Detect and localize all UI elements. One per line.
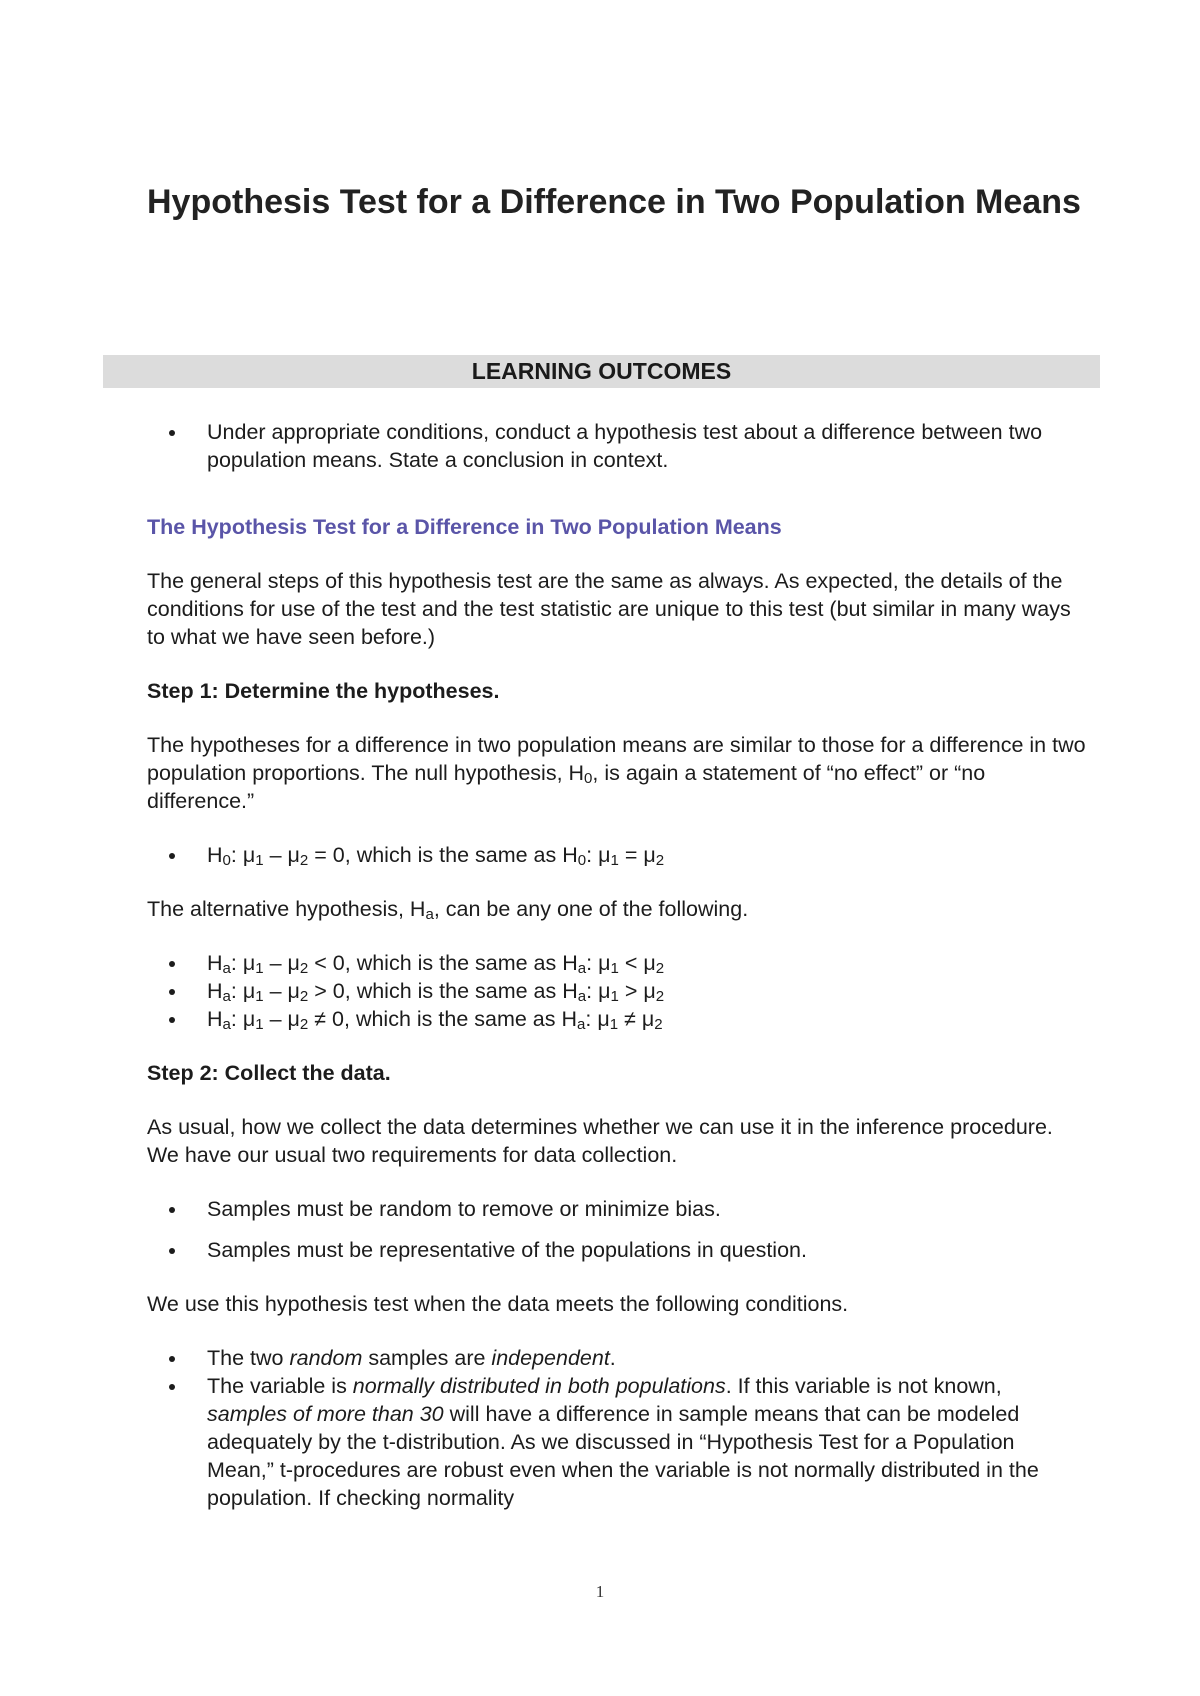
step-1-paragraph: The hypotheses for a difference in two population means are similar to those for a difference in two population proportions. The null hypothesis, H0, is again a statement of “no effect” or “no difference.” <box>147 733 1086 813</box>
alternative-hypothesis: Ha: μ1 – μ2 < 0, which is the same as Ha: μ1 < μ2 <box>147 949 1087 977</box>
condition-normality: The variable is normally distributed in both populations. If this variable is not known, samples of more than 30 will have a difference in sample means that can be modeled adequately by the t-distribution. As we discussed in “Hypothesis Test for a Population Mean,” t-procedures are robust even when the variable is not normally distributed in the population. If checking normality <box>147 1372 1087 1512</box>
condition-independent: The two random samples are independent. <box>147 1344 1087 1372</box>
null-hypothesis-list <box>147 841 1087 869</box>
alternative-hypothesis: Ha: μ1 – μ2 ≠ 0, which is the same as Ha: μ1 ≠ μ2 <box>147 1005 1087 1033</box>
step-2-heading: Step 2: Collect the data. <box>147 1061 391 1085</box>
alternative-intro: The alternative hypothesis, Ha, can be any one of the following. <box>147 897 749 923</box>
alternative-hypothesis: Ha: μ1 – μ2 > 0, which is the same as Ha: μ1 > μ2 <box>147 977 1087 1005</box>
document-body <box>147 418 1087 1512</box>
requirements-list <box>147 1195 1087 1264</box>
section-heading: The Hypothesis Test for a Difference in Two Population Means <box>147 515 782 539</box>
learning-outcomes-heading: LEARNING OUTCOMES <box>103 355 1100 388</box>
page-number: 1 <box>595 1582 605 1601</box>
learning-outcomes-list <box>147 418 1087 474</box>
list-item: Under appropriate conditions, conduct a hypothesis test about a difference between two population means. State a conclusion in context. <box>147 418 1087 474</box>
step-2-paragraph: As usual, how we collect the data determines whether we can use it in the inference procedure. We have our usual two requirements for data collection. <box>147 1115 1053 1167</box>
list-item: Samples must be random to remove or minimize bias. <box>147 1195 1087 1223</box>
conditions-list <box>147 1344 1087 1512</box>
conditions-intro: We use this hypothesis test when the data meets the following conditions. <box>147 1292 849 1316</box>
intro-paragraph: The general steps of this hypothesis test are the same as always. As expected, the details of the conditions for use of the test and the test statistic are unique to this test (but similar in many ways to what we have seen before.) <box>147 569 1071 649</box>
page-title: Hypothesis Test for a Difference in Two Population Means <box>147 183 1081 221</box>
list-item: Samples must be representative of the populations in question. <box>147 1236 1087 1264</box>
alternative-hypotheses-list <box>147 949 1087 1033</box>
step-1-heading: Step 1: Determine the hypotheses. <box>147 679 500 703</box>
null-hypothesis: H0: μ1 – μ2 = 0, which is the same as H0: μ1 = μ2 <box>147 841 1087 869</box>
